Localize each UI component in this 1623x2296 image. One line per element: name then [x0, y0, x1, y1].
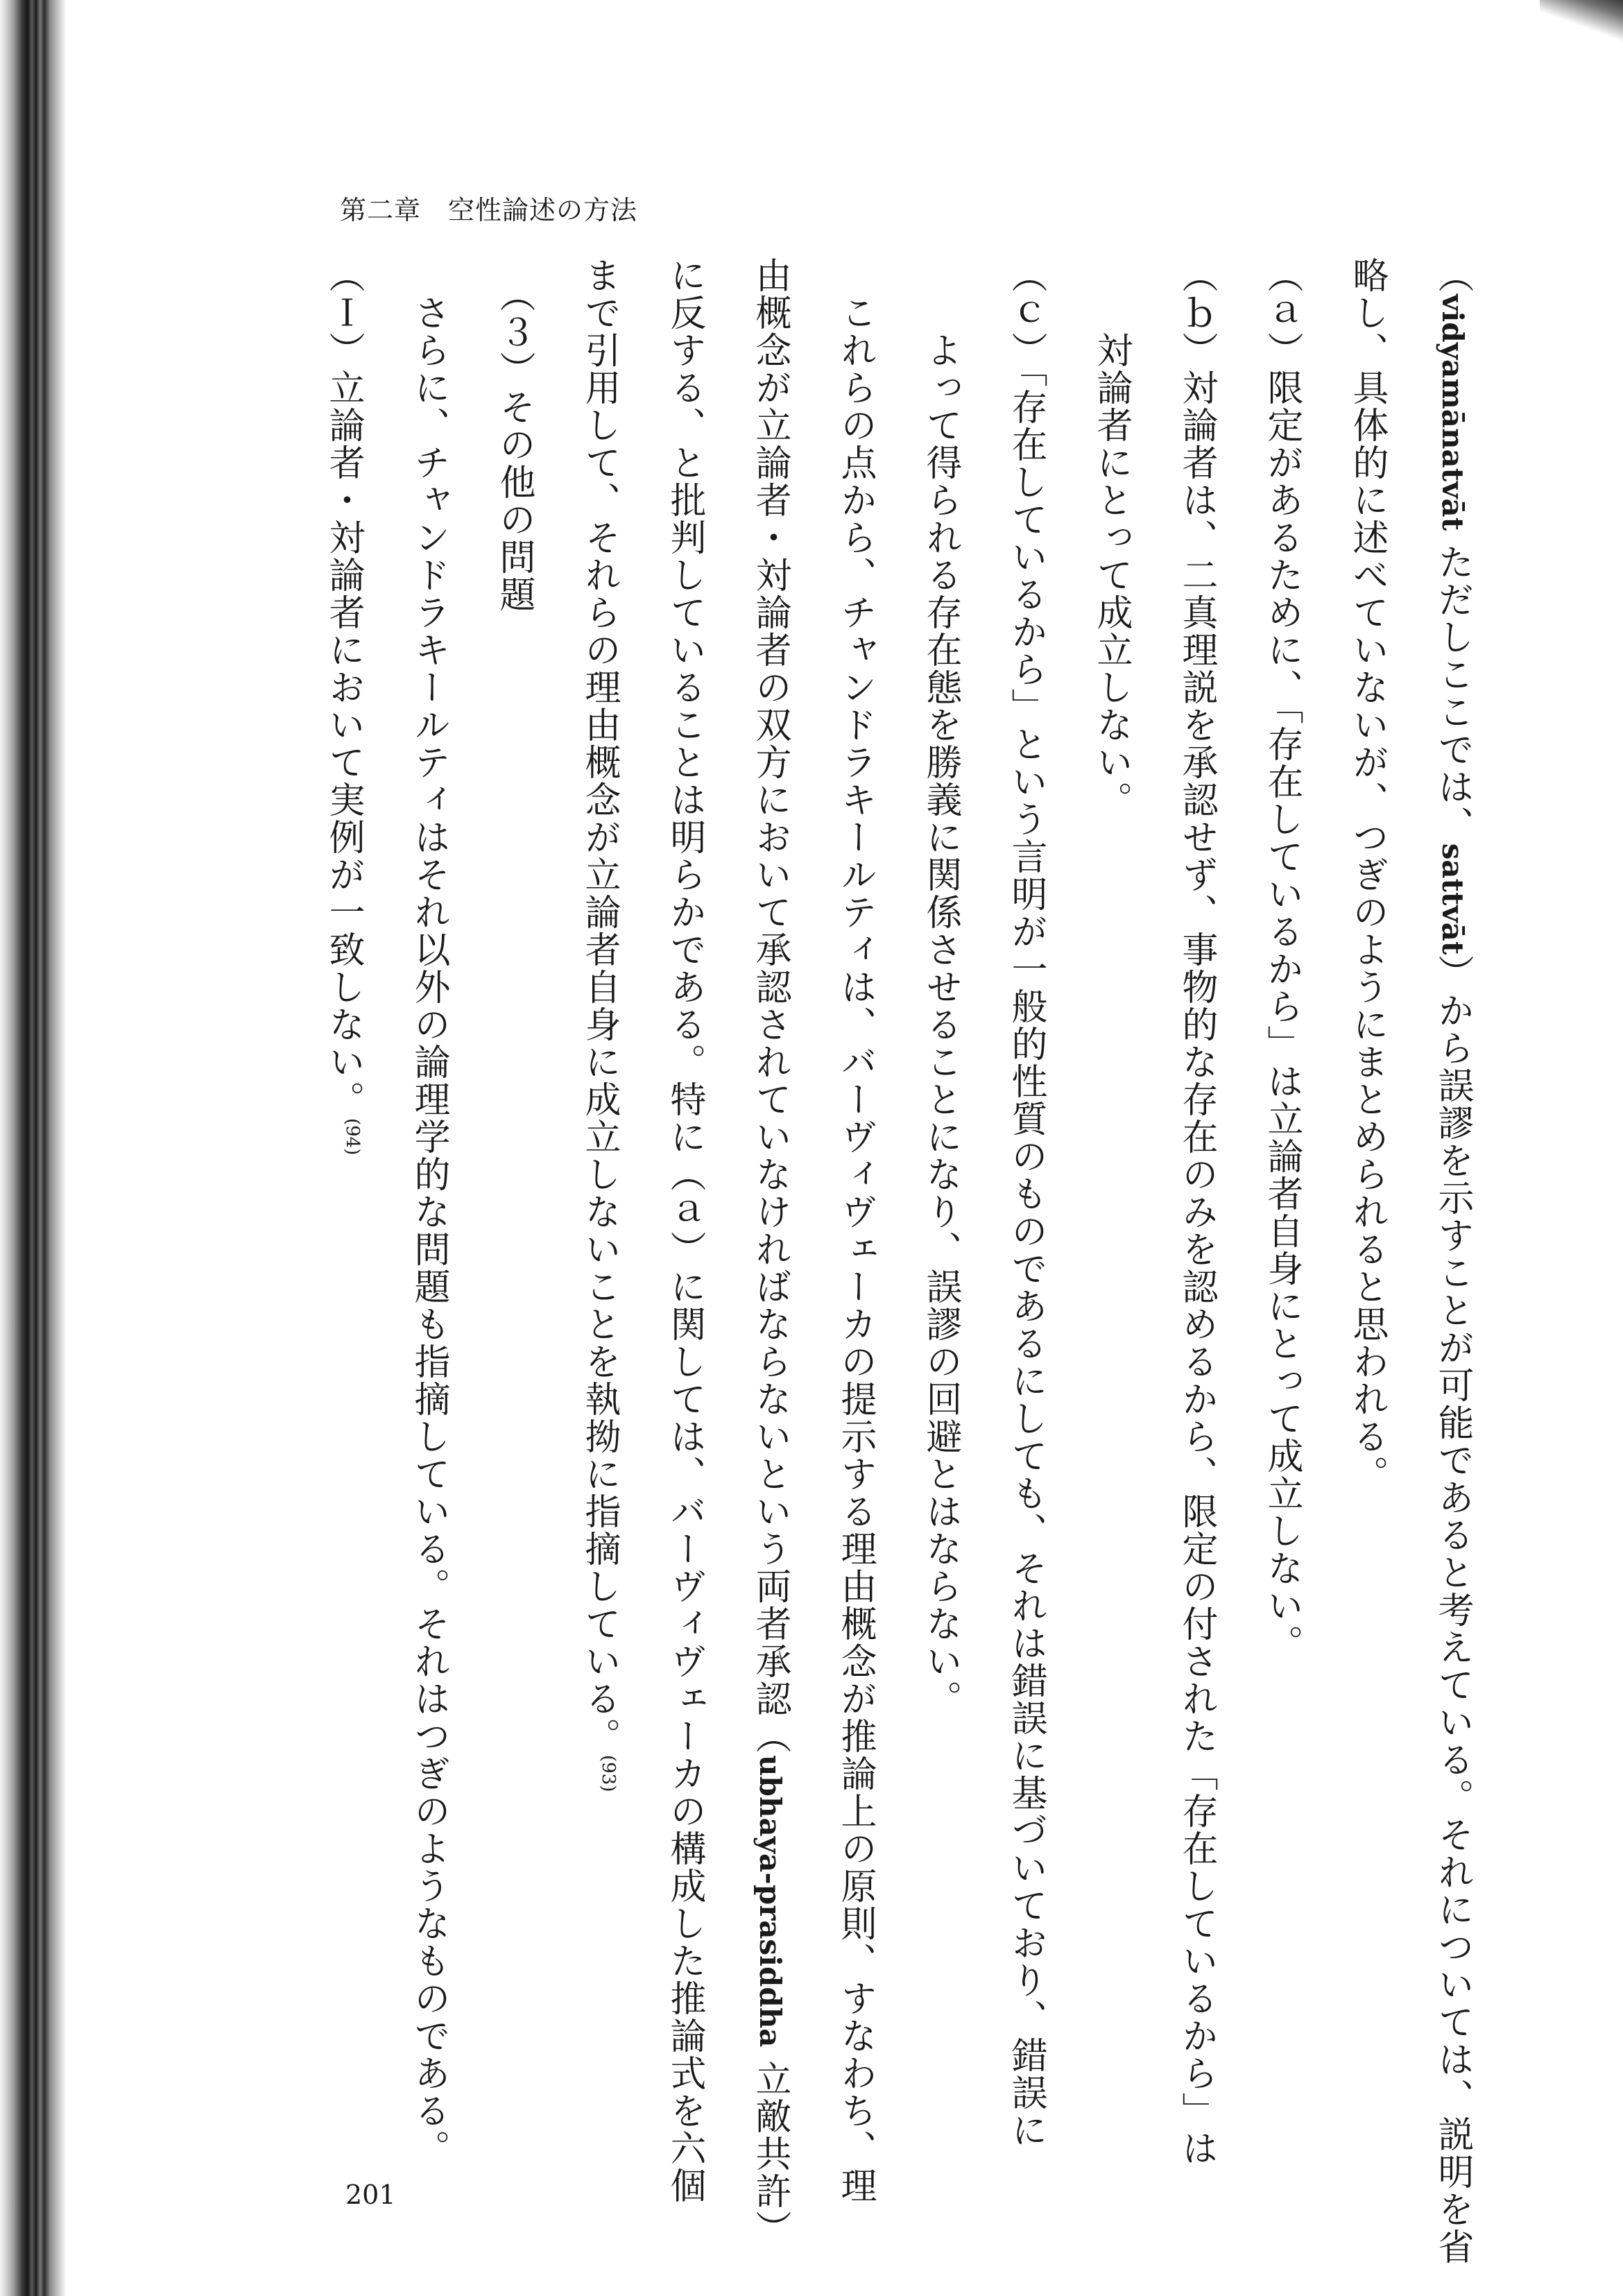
- running-head: 第二章 空性論述の方法: [340, 195, 638, 225]
- text-column: [959, 257, 1047, 2149]
- note-reference: (93): [598, 1755, 619, 1792]
- text-column: [447, 257, 535, 2102]
- book-gutter-shadow: [0, 0, 66, 2296]
- text-segment: （ａ）限定があるために、「存在しているから」は立論者自身にとって成立しない。: [1261, 257, 1303, 1662]
- sanskrit-term: sattvāt: [1436, 843, 1470, 955]
- text-segment: （ｃ）「存在しているから」という言明が一般的性質のものであるにしても、それは錯誤に基づいており、錯誤に: [1005, 257, 1047, 2149]
- text-column: [1300, 257, 1388, 2102]
- text-column: [617, 257, 705, 2204]
- text-column: [703, 257, 791, 2248]
- note-reference: (94): [342, 1118, 363, 1156]
- text-column: [873, 257, 959, 2102]
- text-segment: 略し、具体的に述べていないが、つぎのようにまとめられると思われる。: [1346, 257, 1388, 1493]
- text-segment: （: [1432, 257, 1473, 294]
- text-column: [1129, 257, 1217, 2167]
- text-segment: ）から誤謬を示すことが可能であると考えている。それについては、説明を省: [1432, 954, 1473, 2266]
- text-segment: に反する、と批判していることは明らかである。特に（ａ）に関しては、バーヴィヴェーカの構成した推論式を六個: [664, 257, 705, 2204]
- text-segment: （ｂ）対論者は、二真理説を承認せず、事物的な存在のみを認めるから、限定の付された「存在しているから」は: [1176, 257, 1217, 2167]
- text-segment: （Ｉ）立論者・対論者において実例が一致しない。: [323, 257, 364, 1118]
- text-column: [276, 257, 364, 2102]
- sanskrit-term: vidyamānatvāt: [1436, 294, 1470, 531]
- text-segment: ただしここでは、: [1432, 531, 1473, 843]
- text-segment: さらに、チャンドラキールティはそれ以外の論理学的な問題も指摘している。それはつぎのようなものである。: [408, 257, 449, 2167]
- text-column: [1385, 257, 1473, 2266]
- text-segment: （３）その他の問題: [493, 257, 535, 613]
- text-column: [532, 257, 620, 2102]
- sanskrit-term: ubhaya-prasiddha: [753, 1755, 787, 2048]
- text-column: [1214, 257, 1303, 2102]
- text-segment: まで引用して、それらの理由概念が立論者自身に成立しないことを執拗に指摘している。: [578, 257, 620, 1755]
- scan-corner-mark: [1540, 0, 1623, 62]
- page-number: 201: [345, 2179, 396, 2210]
- text-segment: 立敵共許）: [749, 2047, 791, 2248]
- text-column: [788, 257, 876, 2204]
- text-column: [1044, 257, 1132, 2102]
- text-segment: よって得られる存在態を勝義に関係させることになり、誤謬の回避とはならない。: [920, 257, 961, 1717]
- text-segment: 対論者にとって成立しない。: [1090, 257, 1132, 819]
- text-column: [361, 257, 449, 2167]
- text-segment: これらの点から、チャンドラキールティは、バーヴィヴェーカの提示する理由概念が推論上の原則、すなわち、理: [834, 257, 876, 2204]
- text-segment: 由概念が立論者・対論者の双方において承認されていなければならないという両者承認（: [749, 257, 791, 1755]
